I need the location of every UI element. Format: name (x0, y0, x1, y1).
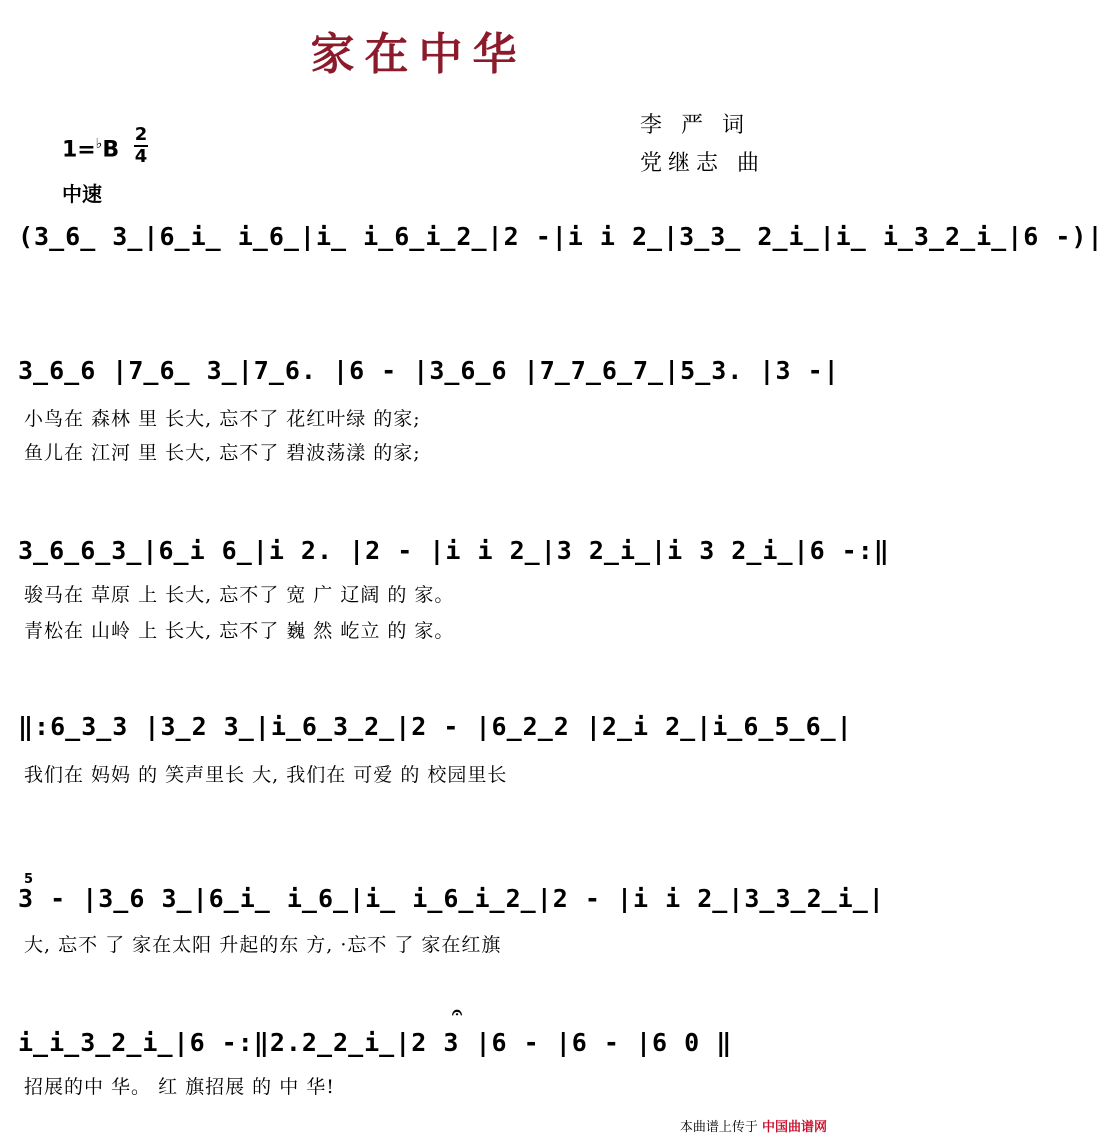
key-signature (62, 136, 119, 162)
time-signature-bottom: 4 (134, 146, 148, 167)
composer-credit: 党继志 曲 (640, 151, 765, 176)
time-signature-top: 2 (134, 124, 148, 145)
footer-watermark (680, 1116, 827, 1135)
grace-note: 5 (24, 872, 34, 887)
lyricist-credit: 李 严 词 (640, 113, 750, 138)
time-signature (134, 126, 148, 166)
fermata-icon: 𝄐 (452, 1002, 463, 1023)
key-note: B (102, 137, 120, 163)
page-title: 家在中华 (310, 29, 527, 80)
lyrics-row-6: 招展的中 华。 红 旗招展 的 中 华! (24, 1076, 335, 1098)
lyrics-row-2-verse-2: 鱼儿在 江河 里 长大, 忘不了 碧波荡漾 的家; (24, 442, 421, 464)
score-row-2: 3̲6̲6 |7̲6̲ 3̲|7̲6. |6 - |3̲6̲6 |7̲7̲6̲7̲|5̲3. |3 -| (18, 356, 840, 385)
score-row-1: (3̲6̲ 3̲|6̲i̲ i̲6̲|i̲ i̲6̲i̲2̲|2 -|i i 2̲|3̲3̲ 2̲i̲|i̲ i̲3̲2̲i̲|6 -)| (18, 222, 1104, 251)
tempo-marking: 中速 (62, 182, 102, 206)
score-row-5: 3 - |3̲6 3̲|6̲i̲ i̲6̲|i̲ i̲6̲i̲2̲|2 - |i i 2̲|3̲3̲2̲i̲| (18, 884, 885, 913)
score-row-4: ‖:6̲3̲3 |3̲2 3̲|i̲6̲3̲2̲|2 - |6̲2̲2 |2̲i 2̲|i̲6̲5̲6̲| (18, 712, 853, 741)
lyrics-row-3-verse-1: 骏马在 草原 上 长大, 忘不了 宽 广 辽阔 的 家。 (24, 584, 455, 606)
key-label: 1= (62, 137, 96, 163)
lyrics-row-5: 大, 忘不 了 家在太阳 升起的东 方, ·忘不 了 家在红旗 (24, 934, 502, 956)
flat-icon: ♭ (95, 136, 103, 152)
lyrics-row-2-verse-1: 小鸟在 森林 里 长大, 忘不了 花红叶绿 的家; (24, 408, 421, 430)
score-row-6: i̲i̲3̲2̲i̲|6 -:‖2.2̲2̲i̲|2 3 |6 - |6 - |6 0 ‖ (18, 1028, 733, 1057)
score-row-3: 3̲6̲6̲3̲|6̲i 6̲|i 2. |2 - |i i 2̲|3 2̲i̲|i 3 2̲i̲|6 -:‖ (18, 536, 890, 565)
lyrics-row-3-verse-2: 青松在 山岭 上 长大, 忘不了 巍 然 屹立 的 家。 (24, 620, 455, 642)
site-logo: 中国曲谱网 (761, 1120, 827, 1135)
lyrics-row-4: 我们在 妈妈 的 笑声里长 大, 我们在 可爱 的 校园里长 (24, 764, 508, 786)
footer-text: 本曲谱上传于 (679, 1120, 758, 1135)
